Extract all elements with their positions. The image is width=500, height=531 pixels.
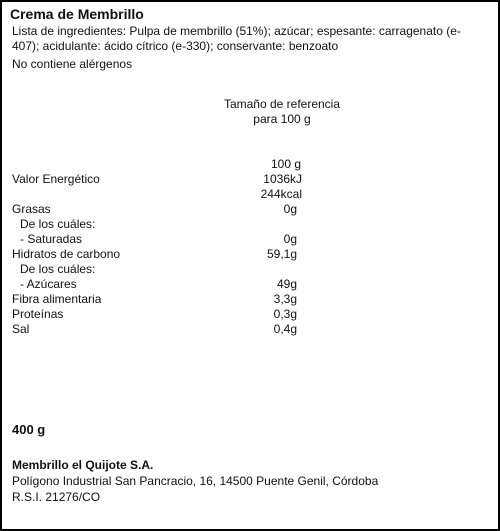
nutrient-value-energy-kj: 1036kJ [263, 172, 302, 186]
nutrient-label-sugars: - Azúcares [20, 277, 77, 291]
nutrient-value-energy-kcal: 244kcal [260, 187, 302, 201]
nutrient-value-protein: 0,3g [273, 307, 297, 321]
ingredient-list: Lista de ingredientes: Pulpa de membrillo (51%); azúcar; espesante: carragenato (e-407); acidulante: ácido cítrico (e-330); conservante: benzoato [12, 24, 461, 53]
reference-size-amount: para 100 g [253, 112, 311, 126]
nutrient-label-energy: Valor Energético [12, 172, 100, 186]
nutrient-label-salt: Sal [12, 322, 30, 336]
nutrient-value-salt: 0,4g [273, 322, 297, 336]
net-weight: 400 g [12, 422, 46, 437]
nutrient-label-fat: Grasas [12, 202, 51, 216]
allergen-statement: No contiene alérgenos [12, 57, 133, 71]
product-title: Crema de Membrillo [10, 6, 144, 22]
nutrient-label-protein: Proteínas [12, 307, 64, 321]
nutrient-sublabel-carbs-of-which: De los cuáles: [20, 262, 96, 276]
nutrient-value-carbohydrates: 59,1g [266, 247, 297, 261]
company-name: Membrillo el Quijote S.A. [12, 458, 154, 472]
nutrient-value-saturates: 0g [283, 232, 297, 246]
reference-size-label: Tamaño de referencia [223, 97, 341, 111]
nutrient-label-carbohydrates: Hidratos de carbono [12, 247, 121, 261]
nutrient-value-sugars: 49g [276, 277, 297, 291]
nutrient-value-fat: 0g [283, 202, 297, 216]
nutrient-value-fibre: 3,3g [273, 292, 297, 306]
nutrient-label-fibre: Fibra alimentaria [12, 292, 102, 306]
nutrient-label-saturates: - Saturadas [20, 232, 83, 246]
registration-number: R.S.I. 21276/CO [12, 490, 101, 504]
nutrient-sublabel-fat-of-which: De los cuáles: [20, 217, 96, 231]
nutrition-column-header: 100 g [270, 157, 301, 171]
company-address: Polígono Industrial San Pancracio, 16, 14500 Puente Genil, Córdoba [12, 474, 379, 488]
